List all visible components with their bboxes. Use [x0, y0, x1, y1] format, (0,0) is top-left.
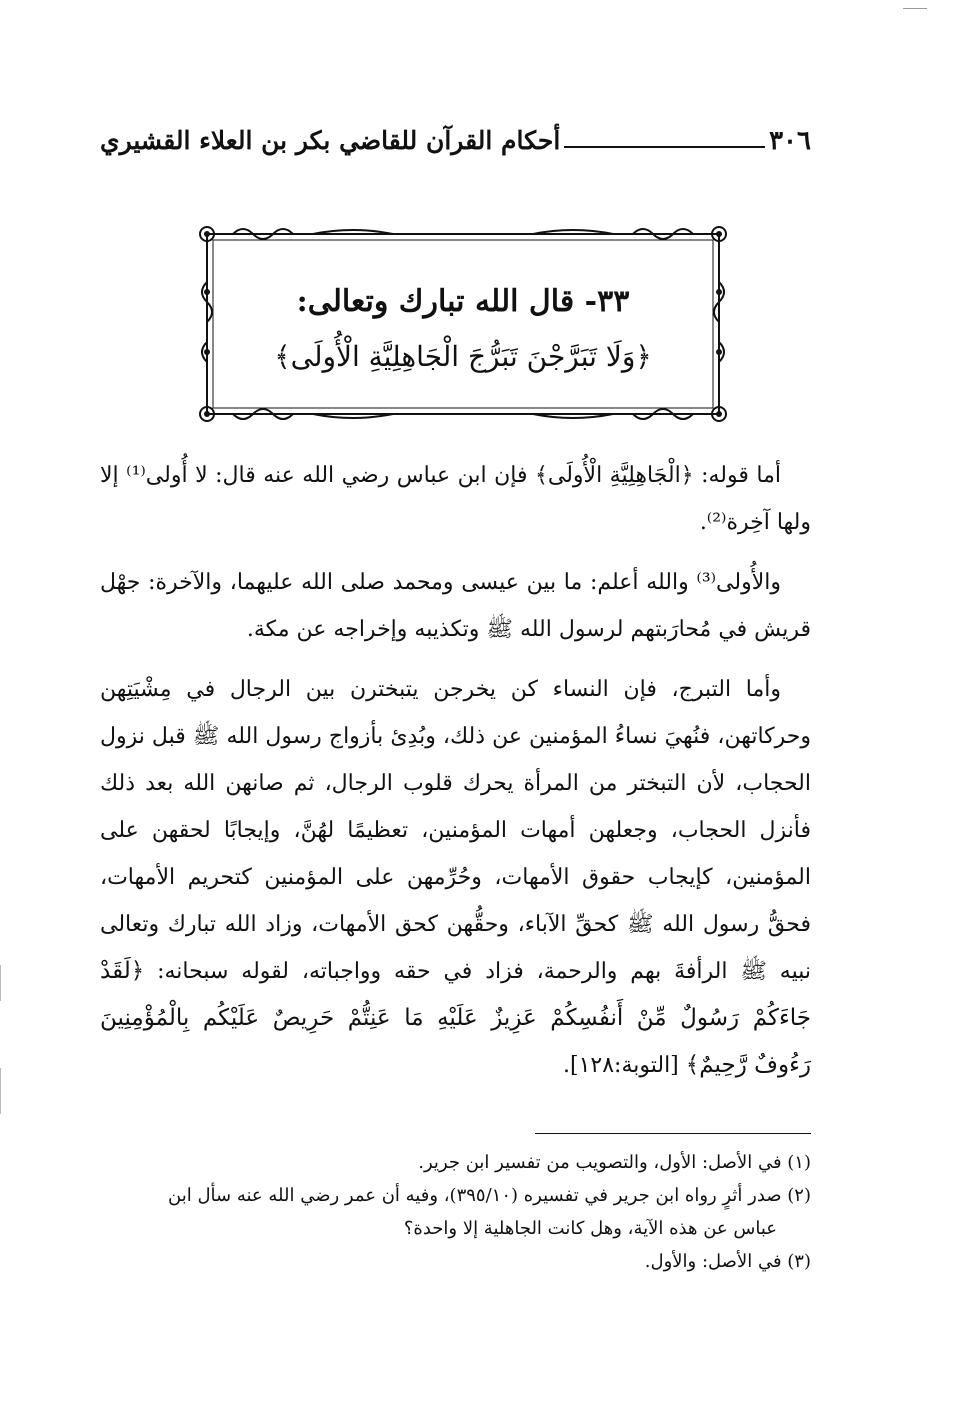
footnote-separator [535, 1133, 811, 1134]
footnote: (٣) في الأصل: والأول. [644, 1251, 811, 1272]
section-verse: ﴿وَلَا تَبَرَّجْنَ تَبَرُّجَ الْجَاهِلِيَّةِ الْأُولَى﴾ [274, 340, 652, 373]
scan-side-mark [0, 1068, 1, 1114]
footnotes [100, 1146, 811, 1278]
section-heading: ٣٣- قال الله تبارك وتعالى: [296, 284, 630, 319]
running-header [100, 118, 811, 158]
footnote: (١) في الأصل: الأول، والتصويب من تفسير ابن جرير. [418, 1152, 811, 1173]
footnote: (٢) صدر أثرٍ رواه ابن جرير في تفسيره (٣٩٥/١٠)، وفيه أن عمر رضي الله عنه سأل ابن [168, 1185, 811, 1206]
section-title-frame [193, 222, 733, 426]
scan-side-mark [0, 965, 1, 1001]
paragraph: والأُولى⁽³⁾ والله أعلم: ما بين عيسى ومحمد صلى الله عليهما، والآخرة: جهْل قريش في مُحارَبتهم لرسول الله ﷺ وتكذيبه وإخراجه عن مكة. [100, 570, 811, 642]
quran-quote: ﴿لَقَدْ جَاءَكُمْ رَسُولٌ مِّنْ أَنفُسِكُمْ عَزِيزٌ عَلَيْهِ مَا عَنِتُّمْ حَرِيصٌ عَلَيْكُم بِالْمُؤْمِنِينَ رَءُوفٌ رَّحِيمٌ﴾ [100, 958, 811, 1078]
page-number: ٣٠٦ [769, 126, 811, 156]
paragraph: أما قوله: ﴿الْجَاهِلِيَّةِ الْأُولَى﴾ فإن ابن عباس رضي الله عنه قال: لا أُولى⁽¹⁾ إلا ولها آخِرة⁽²⁾. [100, 463, 811, 535]
paragraph [100, 666, 811, 1089]
paragraph-text: وأما التبرج، فإن النساء كن يخرجن يتبخترن بين الرجال في مِشْيَتِهن وحركاتهن، فنُهيَ نساءُ المؤمنين عن ذلك، وبُدِئ بأزواج رسول الله ﷺ قبل نزول الحجاب، لأن التبختر من المرأة يحرك قلوب الرجال، ثم صانهن الله بعد ذلك فأنزل الحجاب، وجعلهن أمهات المؤمنين، تعظيمًا لهُنَّ، وإيجابًا لحقهن على المؤمنين، كإيجاب حقوق الأمهات، وحُرِّمهن على المؤمنين كتحريم الأمهات، فحقُّ رسول الله ﷺ كحقِّ الآباء، وحقُّهن كحق الأمهات، وزاد الله تبارك وتعالى نبيه ﷺ الرأفةَ بهم والرحمة، فزاد في حقه وواجباته، لقوله سبحانه: [100, 677, 811, 984]
quran-reference: [التوبة:١٢٨]. [563, 1053, 679, 1078]
header-rule [564, 146, 765, 148]
footnote-continuation: عباس عن هذه الآية، وهل كانت الجاهلية إلا واحدة؟ [403, 1218, 777, 1239]
scan-corner-mark [903, 8, 927, 9]
ornamental-border [193, 222, 733, 426]
main-text [100, 452, 811, 1102]
book-title: أحكام القرآن للقاضي بكر بن العلاء القشيري [100, 126, 561, 155]
